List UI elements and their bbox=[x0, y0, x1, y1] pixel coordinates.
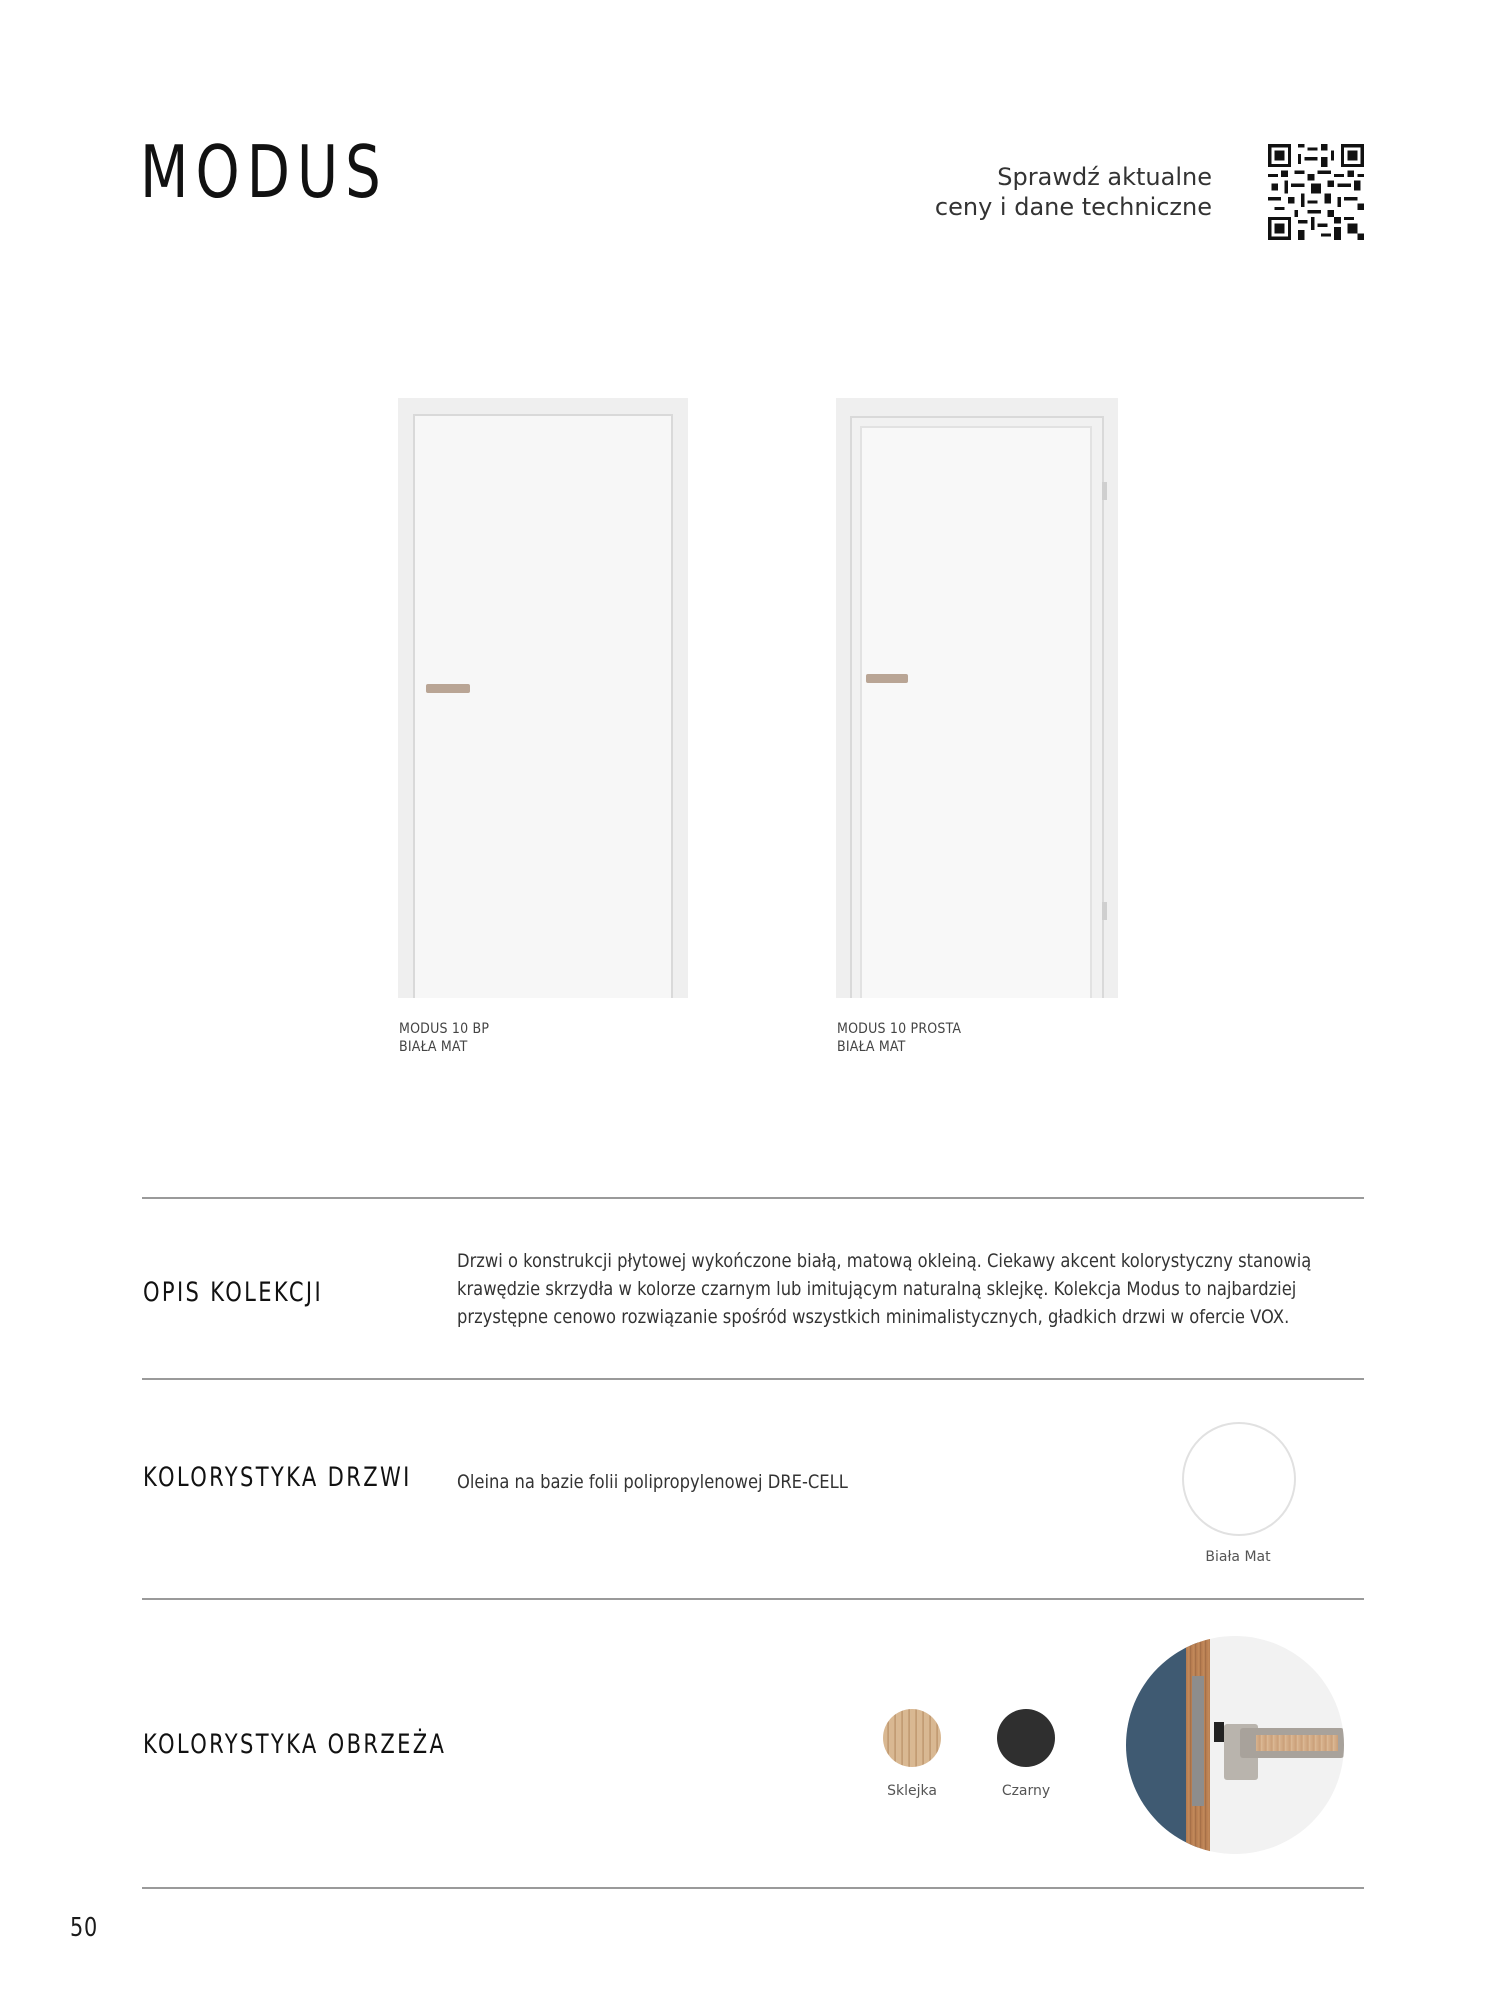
collection-description bbox=[457, 1247, 1317, 1331]
door-handle bbox=[426, 684, 470, 693]
door-image-modus-10-prosta bbox=[836, 398, 1118, 998]
divider bbox=[142, 1598, 1364, 1600]
door-finish-label: BIAŁA MAT bbox=[399, 1039, 468, 1055]
page-number: 50 bbox=[70, 1913, 99, 1943]
door-handle bbox=[866, 674, 908, 683]
swatch-czarny[interactable] bbox=[997, 1709, 1055, 1767]
door-image-modus-10-bp bbox=[398, 398, 688, 998]
door-edge-detail-image bbox=[1126, 1636, 1344, 1854]
description-line-1: Drzwi o konstrukcji płytowej wykończone białą, matową okleiną. Ciekawy akcent kolorystyczny stanowią bbox=[457, 1250, 1312, 1272]
qr-code-icon[interactable] bbox=[1268, 144, 1364, 240]
swatch-label: Sklejka bbox=[887, 1783, 937, 1799]
door-leaf bbox=[413, 414, 673, 998]
description-line-2: krawędzie skrzydła w kolorze czarnym lub imitującym naturalną sklejkę. Kolekcja Modus to najbardziej bbox=[457, 1278, 1297, 1300]
swatch-label: Biała Mat bbox=[1205, 1549, 1271, 1565]
divider bbox=[142, 1197, 1364, 1199]
description-line-3: przystępne cenowo rozwiązanie spośród wszystkich minimalistycznych, gładkich drzwi w ofercie VOX. bbox=[457, 1306, 1290, 1328]
section-heading-kolorystyka-drzwi: KOLORYSTYKA DRZWI bbox=[143, 1462, 412, 1493]
door-finish-label: BIAŁA MAT bbox=[837, 1039, 906, 1055]
page-title: MODUS bbox=[140, 130, 388, 214]
door-leaf bbox=[860, 426, 1092, 998]
detail-handle-inlay bbox=[1256, 1735, 1338, 1751]
swatch-biala-mat[interactable] bbox=[1182, 1422, 1296, 1536]
detail-lock-slot bbox=[1214, 1722, 1224, 1742]
divider bbox=[142, 1887, 1364, 1889]
swatch-label: Czarny bbox=[1001, 1783, 1051, 1799]
section-heading-opis-kolekcji: OPIS KOLEKCJI bbox=[143, 1277, 324, 1308]
section-heading-kolorystyka-obrzeza: KOLORYSTYKA OBRZEŻA bbox=[143, 1729, 447, 1760]
divider bbox=[142, 1378, 1364, 1380]
swatch-sklejka[interactable] bbox=[883, 1709, 941, 1767]
qr-caption bbox=[935, 162, 1212, 222]
detail-lock-plate bbox=[1192, 1676, 1204, 1806]
qr-caption-line-1: Sprawdź aktualne bbox=[997, 163, 1212, 191]
qr-caption-line-2: ceny i dane techniczne bbox=[934, 193, 1212, 221]
door-caption-2 bbox=[837, 1020, 961, 1056]
door-model-label: MODUS 10 PROSTA bbox=[837, 1021, 962, 1037]
door-model-label: MODUS 10 BP bbox=[399, 1021, 490, 1037]
door-color-description: Oleina na bazie folii polipropylenowej DRE-CELL bbox=[457, 1471, 848, 1493]
door-hinge bbox=[1102, 482, 1107, 500]
door-caption-1 bbox=[399, 1020, 489, 1056]
door-hinge bbox=[1102, 902, 1107, 920]
